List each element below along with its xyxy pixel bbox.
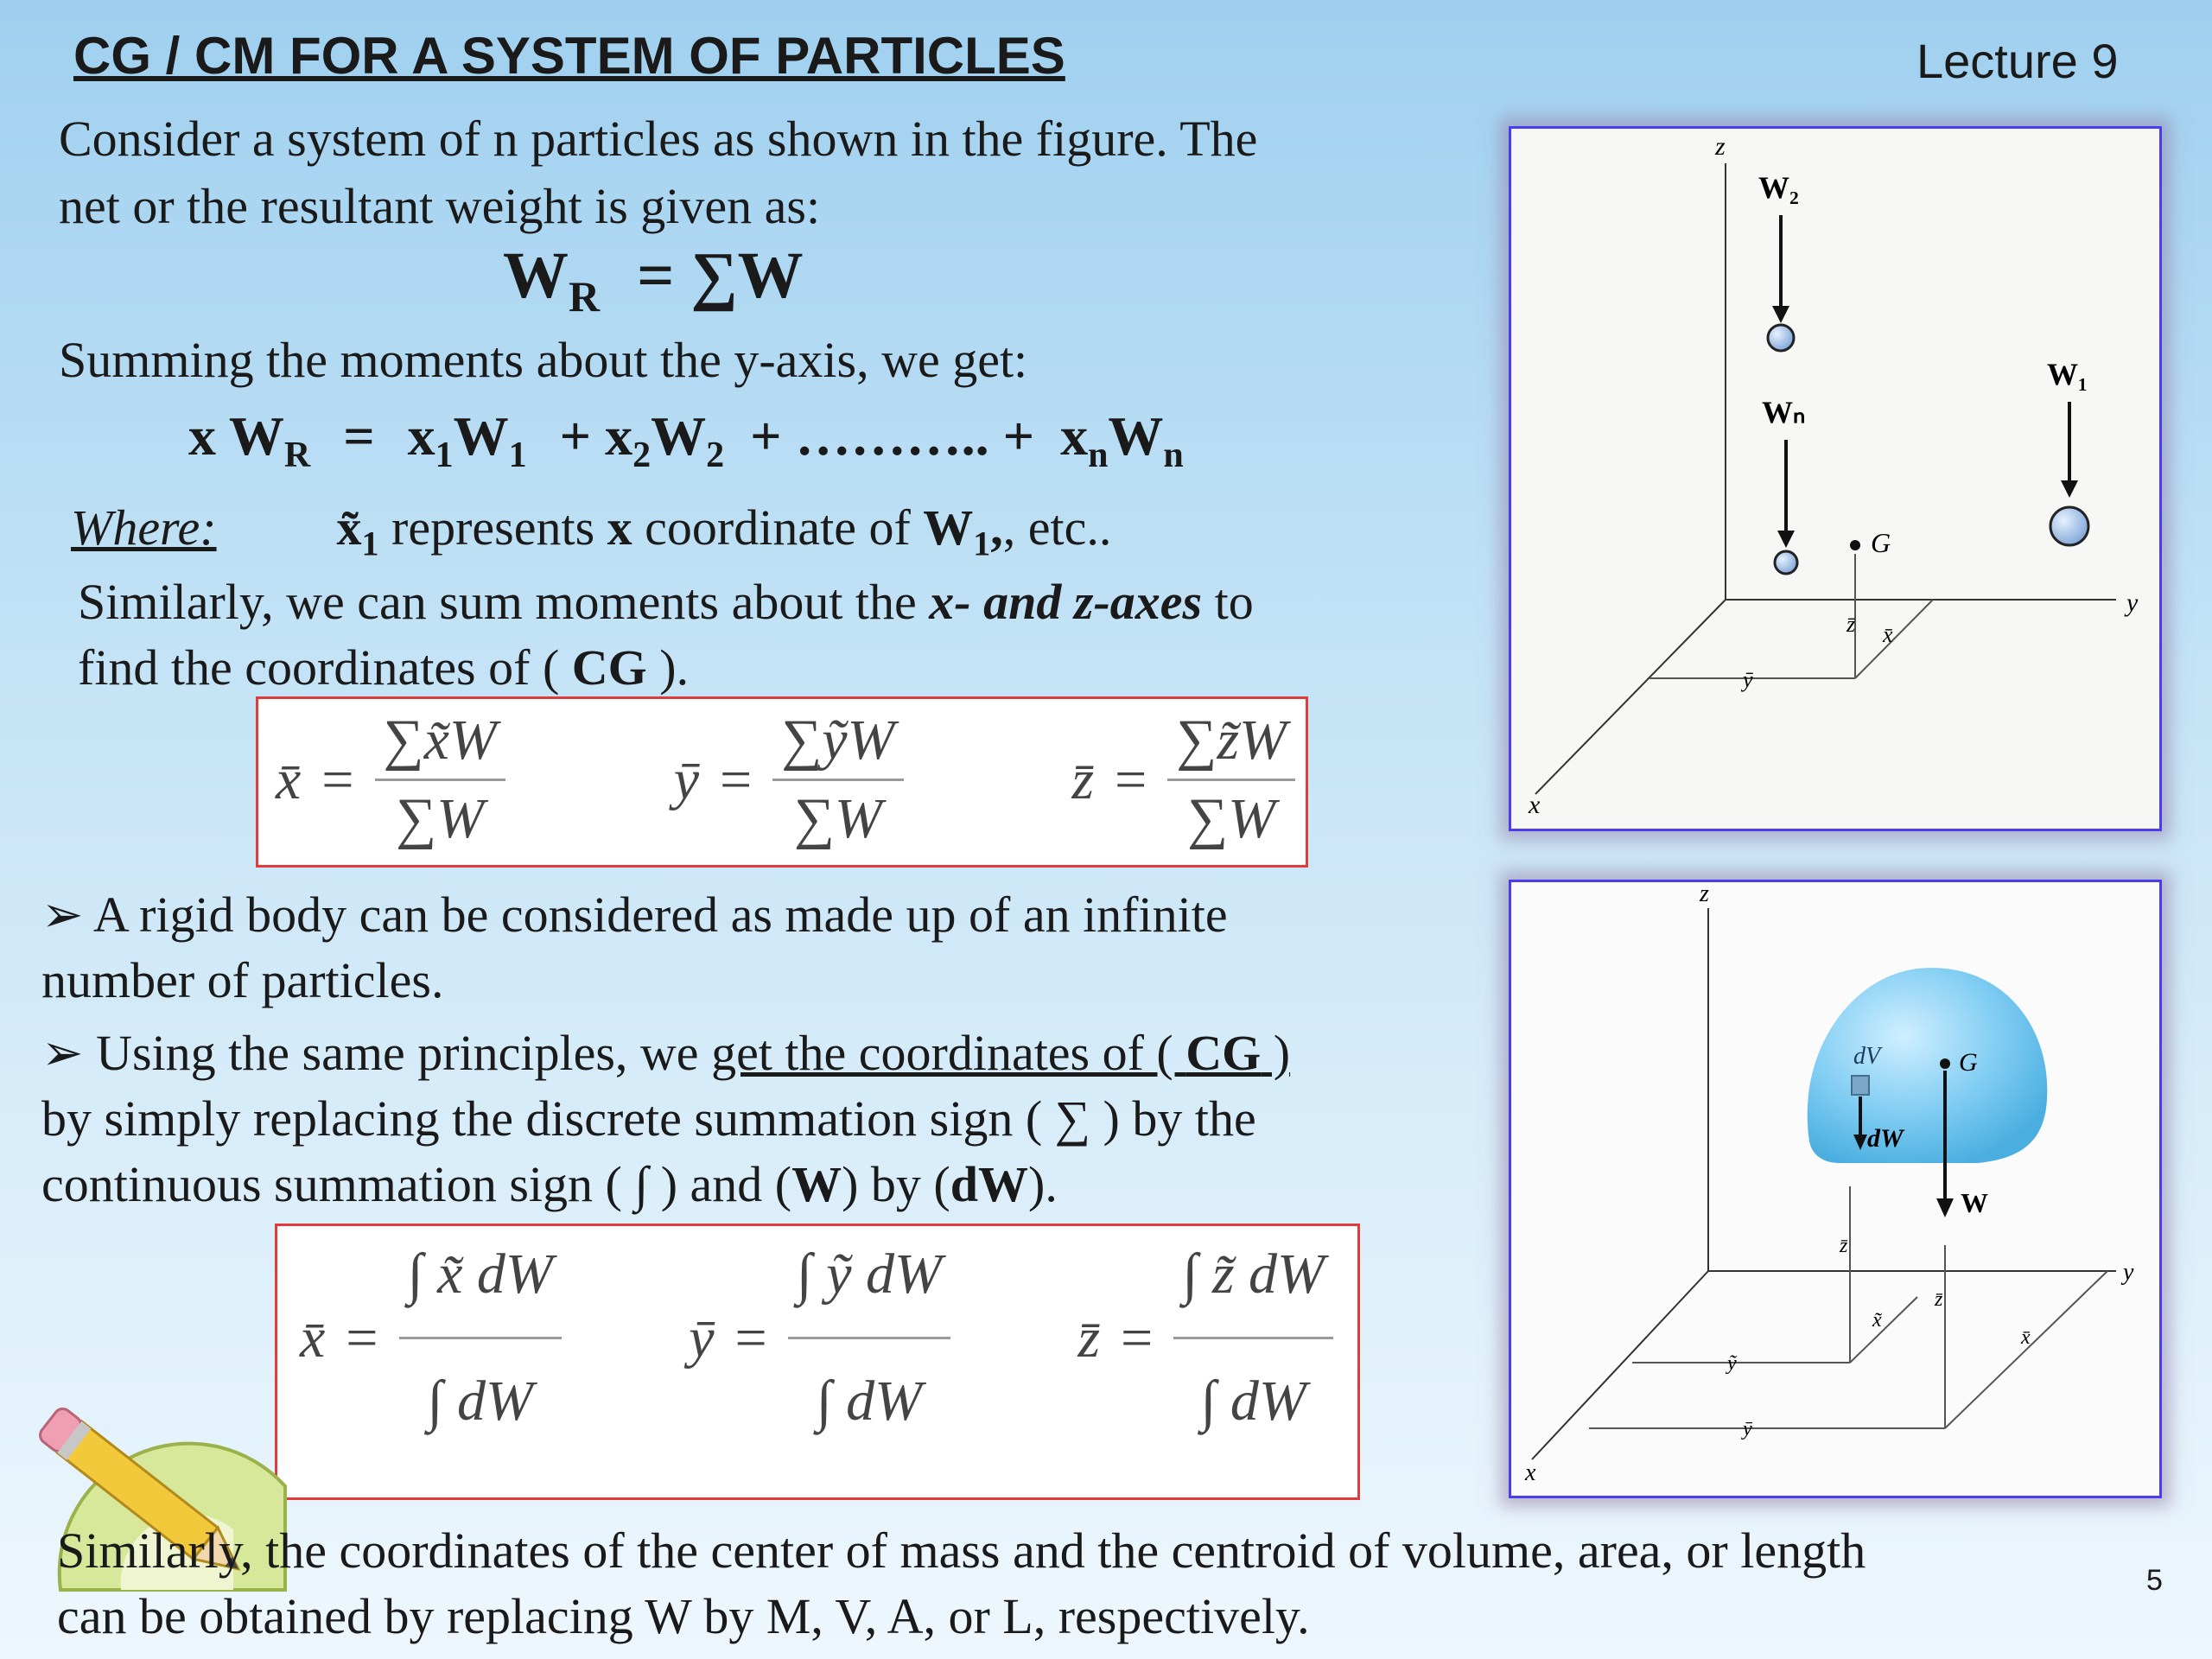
dv-element xyxy=(1852,1076,1869,1095)
moment-equation: x $W_R = x_1W_1 + x_2W_2$ + ……….. + $x_nW_n$ xyxy=(188,405,1184,475)
zbar-label: z̄ xyxy=(1935,1288,1943,1311)
bullet-principles-line-2: by simply replacing the discrete summation sign ( ∑ ) by the xyxy=(41,1090,1256,1147)
intro-line-1: Consider a system of n particles as shown in the figure. The xyxy=(59,111,1258,167)
dw-label: dW xyxy=(1867,1124,1904,1153)
bullet-rigid-body-line-1: ➢ A rigid body can be considered as made up of an infinite xyxy=(41,887,1228,943)
similarly-line-1: Similarly, we can sum moments about the x- and z-axes to xyxy=(78,574,1254,630)
bullet-arrow-icon: ➢ xyxy=(41,1025,84,1081)
integral-cg-formula-box xyxy=(275,1224,1360,1500)
zbar-label: z̄ xyxy=(1847,612,1856,637)
x-axis xyxy=(1535,600,1726,794)
particle-w1 xyxy=(2050,507,2088,545)
z-axis-label: z xyxy=(1715,132,1726,161)
x-axis-label: x xyxy=(1529,791,1541,819)
ybar-integral-formula: ȳ = $\frac{\text{∫ ỹ dW}}{\int dW}$ xyxy=(689,1242,950,1434)
figure-rigid-body xyxy=(1509,880,2162,1498)
discrete-cg-formula-box xyxy=(256,696,1308,868)
w-label: W xyxy=(1961,1187,1988,1218)
wn-arrow-icon xyxy=(1777,531,1795,548)
g-label: G xyxy=(1959,1048,1978,1077)
xbar-integral-formula: x̄ = $\frac{\int x̃ dW}{\int dW}$ xyxy=(300,1242,562,1434)
page-number: 5 xyxy=(2146,1564,2163,1597)
g-point xyxy=(1850,540,1860,550)
rigid-body-shape xyxy=(1808,968,2048,1163)
bullet-principles-line-1: ➢ Using the same principles, we get the coordinates of ( CG ) xyxy=(41,1025,1291,1081)
lecture-label: Lecture 9 xyxy=(1916,34,2119,88)
g-point xyxy=(1940,1058,1950,1069)
bullet-rigid-body-line-2: number of particles. xyxy=(41,952,444,1008)
particle-w2 xyxy=(1768,325,1794,351)
wn-label: Wₙ xyxy=(1762,395,1806,429)
similarly-line-2: find the coordinates of ( CG ). xyxy=(78,639,690,696)
zbar-integral-formula: z̄ = $\frac{\int z̃ dW}{\int dW}$ xyxy=(1077,1242,1333,1434)
w2-arrow-icon xyxy=(1772,306,1789,323)
w2-label: W₂ xyxy=(1758,170,1799,205)
footer-line-2: can be obtained by replacing W by M, V, A, or L, respectively. xyxy=(57,1588,1310,1644)
particle-wn xyxy=(1775,551,1797,574)
ybar-formula: ȳ = $\frac{\text{∑ỹW}}{\sum W}$ xyxy=(674,708,904,852)
y-axis-label: y xyxy=(2126,588,2139,617)
xbar-formula: x̄ = $\frac{\sum x̃W}{\sum W}$ xyxy=(276,708,505,852)
x-axis xyxy=(1532,1271,1708,1459)
intro-line-2: net or the resultant weight is given as: xyxy=(59,178,821,234)
zbar-formula: z̄ = $\frac{\sum z̃W}{\sum W}$ xyxy=(1071,708,1295,852)
xbar-label: x̄ xyxy=(2021,1326,2031,1349)
x-axis-label: x xyxy=(1525,1459,1536,1486)
ybar-label: ȳ xyxy=(1743,1418,1752,1440)
where-line: Where: $x̃_1$ represents x coordinate of $W_1$,, etc.. xyxy=(71,499,1112,563)
z-axis-label: z xyxy=(1700,882,1709,907)
ytilde-label: ỹ xyxy=(1727,1352,1737,1375)
resultant-weight-equation: $W_R = \sum W$ xyxy=(503,239,804,321)
figure-particle-system xyxy=(1509,126,2162,831)
slide-title: CG / CM FOR A SYSTEM OF PARTICLES xyxy=(73,27,1065,85)
footer-line-1: Similarly, the coordinates of the center of mass and the centroid of volume, area, or length xyxy=(57,1522,1866,1579)
y-axis-label: y xyxy=(2123,1259,2134,1286)
w1-label: W₁ xyxy=(2047,357,2088,391)
summing-text: Summing the moments about the y-axis, we get: xyxy=(59,332,1028,388)
xbar-label: x̄ xyxy=(1883,622,1893,647)
g-label: G xyxy=(1871,527,1891,558)
bullet-principles-line-3: continuous summation sign ( ∫ ) and (W) by (dW). xyxy=(41,1156,1058,1212)
bullet-arrow-icon: ➢ xyxy=(41,887,84,943)
w1-arrow-icon xyxy=(2061,480,2078,498)
dv-label: dV xyxy=(1853,1043,1881,1070)
ztilde-label: z̄ xyxy=(1840,1235,1848,1257)
xtilde-label: x̃ xyxy=(1872,1309,1882,1332)
w-arrow-icon xyxy=(1936,1198,1954,1217)
ybar-label: ȳ xyxy=(1743,667,1753,692)
